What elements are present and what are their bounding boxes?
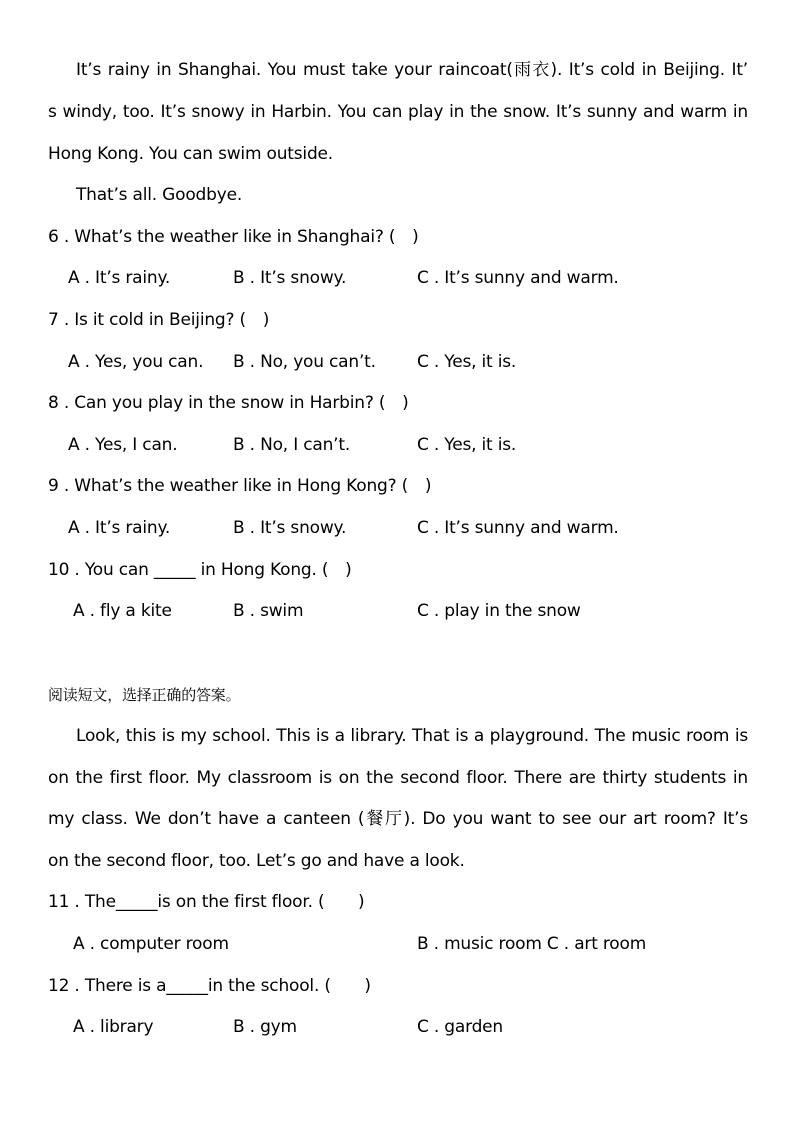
passage-line: s windy, too. It’s snowy in Harbin. You can play in the snow. It’s sunny and warm in — [48, 102, 748, 122]
option-a: A . It’s rainy. — [68, 268, 171, 288]
option-b: B . No, you can’t. — [233, 352, 376, 372]
option-a: A . Yes, you can. — [68, 352, 204, 372]
question-stem: 6 . What’s the weather like in Shanghai? ( ) — [48, 227, 419, 247]
passage-line: That’s all. Goodbye. — [76, 185, 243, 205]
section-heading: 阅读短文，选择正确的答案。 — [48, 686, 241, 704]
question-stem: 9 . What’s the weather like in Hong Kong? ( ) — [48, 476, 432, 496]
option-a: A . library — [73, 1017, 154, 1037]
question-stem: 7 . Is it cold in Beijing? ( ) — [48, 310, 270, 330]
passage-line: on the first floor. My classroom is on the second floor. There are thirty students in — [48, 768, 748, 788]
question-stem: 10 . You can _____ in Hong Kong. ( ) — [48, 560, 352, 580]
option-b: B . It’s snowy. — [233, 518, 347, 538]
option-c: C . Yes, it is. — [417, 435, 517, 455]
option-b-c: B . music room C . art room — [417, 934, 647, 954]
passage-line: my class. We don’t have a canteen (餐厅). Do you want to see our art room? It’s — [48, 809, 748, 829]
option-b: B . gym — [233, 1017, 297, 1037]
option-c: C . It’s sunny and warm. — [417, 518, 619, 538]
option-b: B . It’s snowy. — [233, 268, 347, 288]
option-b: B . swim — [233, 601, 304, 621]
option-a: A . It’s rainy. — [68, 518, 171, 538]
option-b: B . No, I can’t. — [233, 435, 351, 455]
option-c: C . play in the snow — [417, 601, 581, 621]
option-a: A . Yes, I can. — [68, 435, 178, 455]
option-a: A . computer room — [73, 934, 229, 954]
passage-line: Look, this is my school. This is a library. That is a playground. The music room is — [76, 726, 748, 746]
option-c: C . garden — [417, 1017, 504, 1037]
passage-line: Hong Kong. You can swim outside. — [48, 144, 333, 164]
option-c: C . It’s sunny and warm. — [417, 268, 619, 288]
passage-line: on the second floor, too. Let’s go and have a look. — [48, 851, 465, 871]
option-a: A . fly a kite — [73, 601, 172, 621]
question-stem: 11 . The_____is on the first floor. ( ) — [48, 892, 365, 912]
passage-line: It’s rainy in Shanghai. You must take your raincoat(雨衣). It’s cold in Beijing. It’ — [76, 60, 748, 80]
question-stem: 12 . There is a_____in the school. ( ) — [48, 976, 371, 996]
option-c: C . Yes, it is. — [417, 352, 517, 372]
question-stem: 8 . Can you play in the snow in Harbin? ( ) — [48, 393, 409, 413]
